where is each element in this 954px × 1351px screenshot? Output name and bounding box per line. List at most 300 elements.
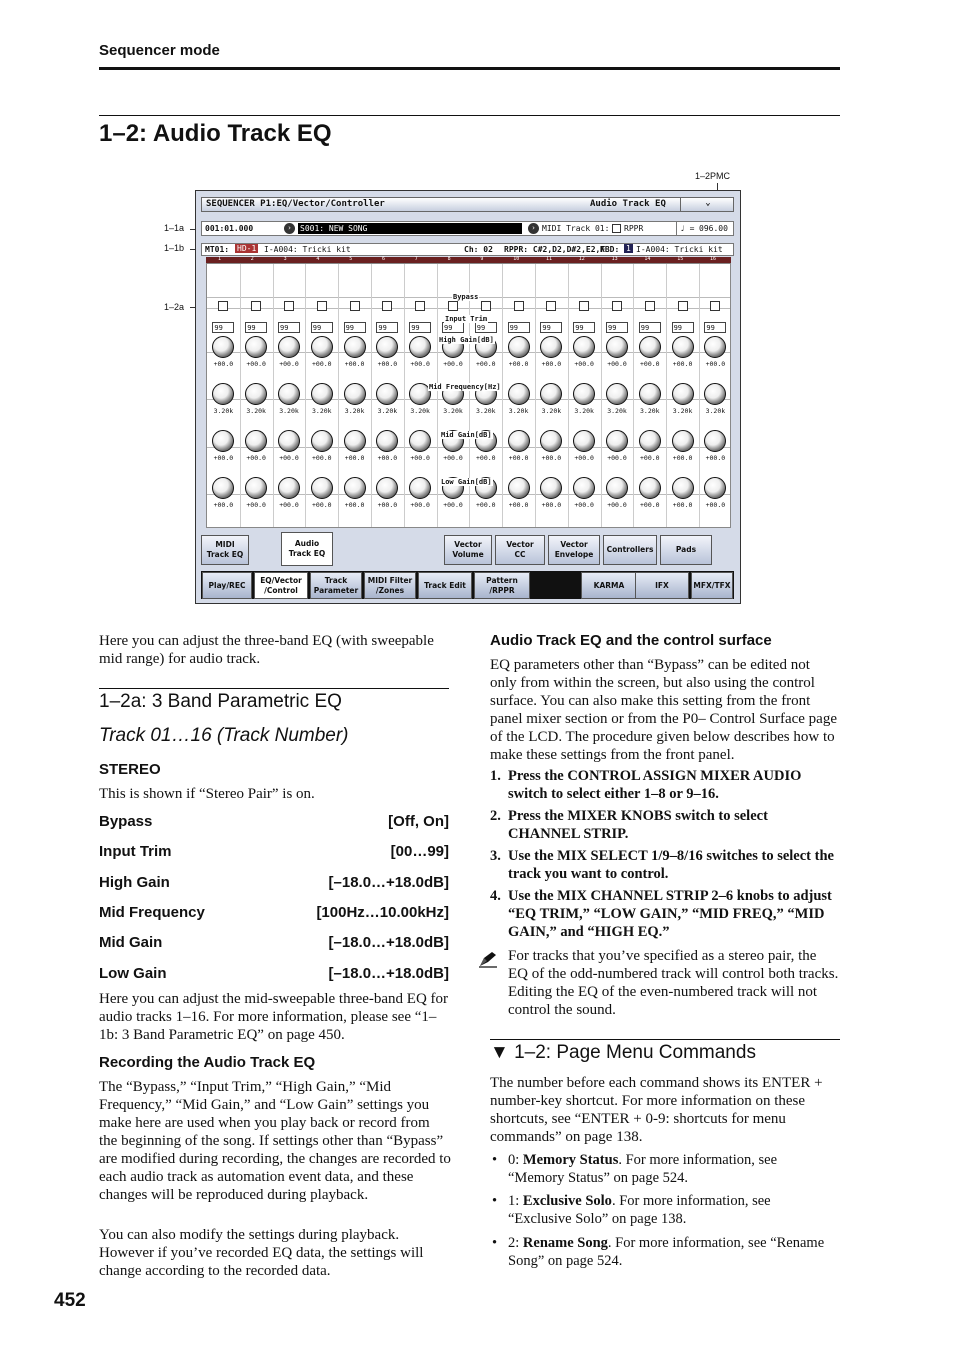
low-gain-knob[interactable] <box>704 477 726 499</box>
mid-frequency-value: 3.20k <box>344 407 365 415</box>
parameter-row <box>99 934 449 956</box>
mid-gain-value: +00.0 <box>443 454 463 462</box>
input-trim-field[interactable]: 99 <box>672 322 694 333</box>
high-gain-knob[interactable] <box>376 336 398 358</box>
stereo-note: For tracks that you’ve specified as a stereo pair, the EQ of the odd-numbered track will control both tracks. Editing the EQ of the even-numbered track will not control the sound. <box>508 948 839 1018</box>
mid-frequency-value: 3.20k <box>312 407 332 415</box>
mid-frequency-knob[interactable] <box>573 383 595 405</box>
grid-col-divider <box>437 264 438 527</box>
menu-command-desc: . For more information, see “Memory Status” on page 524. <box>508 1152 778 1186</box>
tempo-box[interactable] <box>676 222 734 235</box>
label-mid-gain: Mid Gain[dB] <box>441 431 492 439</box>
high-gain-knob[interactable] <box>344 336 366 358</box>
mid-gain-value: +00.0 <box>541 454 562 462</box>
page-menu-button[interactable] <box>680 198 735 211</box>
low-gain-value: +00.0 <box>541 501 562 509</box>
track-heading: Track 01…16 (Track Number) <box>99 725 349 746</box>
menu-command-shortcut: 1: <box>508 1193 523 1209</box>
tempo-value: 096.00 <box>699 224 728 233</box>
label-low-gain: Low Gain[dB] <box>441 478 492 486</box>
mid-gain-value: +00.0 <box>246 454 266 462</box>
input-trim-field[interactable]: 99 <box>278 322 300 333</box>
page-tab-pattern-rppr[interactable]: Pattern /RPPR <box>474 572 530 599</box>
callout-1-2a: 1–2a <box>164 302 185 312</box>
locate-song-row <box>201 221 734 236</box>
high-gain-knob[interactable] <box>606 336 628 358</box>
mid-frequency-value: 3.20k <box>443 407 463 415</box>
lcd-page-title: SEQUENCER P1:EQ/Vector/Controller <box>206 199 385 209</box>
menu-command-item <box>490 1192 840 1228</box>
bypass-checkbox[interactable] <box>251 301 261 311</box>
grid-col-divider <box>568 264 569 527</box>
kbd-label: KBD: <box>600 245 620 254</box>
high-gain-knob[interactable] <box>508 336 530 358</box>
grid-col-divider <box>535 264 536 527</box>
low-gain-knob[interactable] <box>672 477 694 499</box>
parameter-name: Mid Frequency <box>99 903 205 921</box>
high-gain-value: +00.0 <box>312 360 332 368</box>
low-gain-knob[interactable] <box>212 477 234 499</box>
low-gain-value: +00.0 <box>640 501 660 509</box>
high-gain-value: +00.0 <box>279 360 299 368</box>
section-heading-1-2a: 1–2a: 3 Band Parametric EQ <box>99 691 342 712</box>
song-field[interactable]: S001: NEW SONG <box>298 223 522 234</box>
low-gain-value: +00.0 <box>574 501 594 509</box>
bypass-checkbox[interactable] <box>317 301 327 311</box>
menu-command-item <box>490 1234 840 1270</box>
input-trim-field[interactable]: 99 <box>344 322 366 333</box>
bypass-checkbox[interactable] <box>546 301 556 311</box>
high-gain-knob[interactable] <box>245 336 267 358</box>
tab-midi-track-eq[interactable]: MIDI Track EQ <box>201 535 249 565</box>
mid-gain-value: +00.0 <box>508 454 529 462</box>
step-text: Use the MIX CHANNEL STRIP 2–6 knobs to adjust “EQ TRIM,” “LOW GAIN,” “MID FREQ,” “MID GAIN,” and “HIGH EQ.” <box>508 888 832 940</box>
midi-track-field[interactable]: MIDI Track 01: <box>542 224 610 233</box>
chevron-down-icon: ⌄ <box>705 198 711 208</box>
high-gain-knob[interactable] <box>278 336 300 358</box>
recording-heading: Recording the Audio Track EQ <box>99 1054 316 1071</box>
mid-gain-knob[interactable] <box>212 430 234 452</box>
mid-frequency-value: 3.20k <box>476 407 496 415</box>
step-number: 4. <box>490 888 501 904</box>
bypass-checkbox[interactable] <box>382 301 392 311</box>
page-menu-paragraph: The number before each command shows its ENTER + number-key shortcut. For more information on these shortcuts, see “ENTER + 0-9: shortcuts for menu commands” on page 138. <box>490 1075 823 1145</box>
rppr-checkbox[interactable] <box>612 224 621 233</box>
low-gain-value: +00.0 <box>213 501 234 509</box>
mid-gain-value: +00.0 <box>672 454 693 462</box>
mid-gain-value: +00.0 <box>607 454 627 462</box>
track-info-row <box>201 243 734 256</box>
track-number: 16 <box>710 256 717 262</box>
step-text: Use the MIX SELECT 1/9–8/16 switches to select the track you want to control. <box>508 848 834 882</box>
mid-frequency-knob[interactable] <box>344 383 366 405</box>
mid-frequency-knob[interactable] <box>376 383 398 405</box>
parameter-range: [–18.0…+18.0dB] <box>328 934 449 952</box>
mid-gain-value: +00.0 <box>213 454 234 462</box>
mid-gain-value: +00.0 <box>640 454 660 462</box>
track-number: 14 <box>644 256 651 262</box>
high-gain-value: +00.0 <box>640 360 660 368</box>
tab-pads[interactable]: Pads <box>660 535 712 565</box>
tab-audio-track-eq[interactable]: Audio Track EQ <box>281 532 333 566</box>
bypass-checkbox[interactable] <box>678 301 688 311</box>
page-menu-heading: ▼ 1–2: Page Menu Commands <box>490 1042 756 1063</box>
high-gain-knob[interactable] <box>639 336 661 358</box>
label-mid-frequency: Mid Frequency[Hz] <box>429 383 501 391</box>
mid-gain-knob[interactable] <box>376 430 398 452</box>
bypass-checkbox[interactable] <box>645 301 655 311</box>
callout-1-1b: 1–1b <box>164 243 185 253</box>
low-gain-value: +00.0 <box>344 501 365 509</box>
mid-frequency-knob[interactable] <box>540 383 562 405</box>
high-gain-knob[interactable] <box>704 336 726 358</box>
bullet-dot: • <box>492 1152 498 1168</box>
track-number: 15 <box>677 256 684 262</box>
parameter-name: High Gain <box>99 873 170 891</box>
mid-frequency-knob[interactable] <box>639 383 661 405</box>
low-gain-value: +00.0 <box>508 501 529 509</box>
bypass-checkbox[interactable] <box>448 301 458 311</box>
tempo-symbol: ♩ = <box>680 224 695 233</box>
parameter-row <box>99 965 449 987</box>
grid-col-divider <box>633 264 634 527</box>
procedure-step <box>490 887 840 940</box>
bullet-dot: • <box>492 1193 498 1209</box>
input-trim-field[interactable]: 99 <box>245 322 267 333</box>
menu-command-text <box>508 1192 828 1228</box>
grid-col-divider <box>601 264 602 527</box>
bypass-checkbox[interactable] <box>612 301 622 311</box>
input-trim-field[interactable]: 99 <box>376 322 398 333</box>
procedure-step <box>490 767 840 803</box>
lcd-title-bar <box>201 197 734 212</box>
intro-paragraph: Here you can adjust the three-band EQ (with sweepable mid range) for audio track. <box>99 633 434 667</box>
grid-col-divider <box>240 264 241 527</box>
track-number: 9 <box>480 256 484 262</box>
parameter-row <box>99 874 449 896</box>
header-rule <box>99 67 840 70</box>
high-gain-knob[interactable] <box>311 336 333 358</box>
page-tab-eq-vector-control[interactable]: EQ/Vector /Control <box>254 572 308 599</box>
input-trim-field[interactable]: 99 <box>704 322 726 333</box>
mid-gain-knob[interactable] <box>311 430 333 452</box>
menu-rule <box>490 1039 840 1040</box>
high-gain-value: +00.0 <box>607 360 627 368</box>
step-text: Press the MIXER KNOBS switch to select CHANNEL STRIP. <box>508 808 768 842</box>
high-gain-knob[interactable] <box>573 336 595 358</box>
stereo-paragraph: This is shown if “Stereo Pair” is on. <box>99 786 315 802</box>
song-select-icon[interactable]: › <box>284 223 295 234</box>
parameter-name: Low Gain <box>99 964 167 982</box>
track-number: 1 <box>218 256 222 262</box>
mode-page-tab-row <box>201 571 734 599</box>
low-gain-knob[interactable] <box>278 477 300 499</box>
mid-frequency-value: 3.20k <box>213 407 234 415</box>
page-title: 1–2: Audio Track EQ <box>99 120 332 147</box>
high-gain-value: +00.0 <box>246 360 266 368</box>
section-rule <box>99 688 449 689</box>
mid-frequency-value: 3.20k <box>607 407 627 415</box>
recording-paragraph-1: The “Bypass,” “Input Trim,” “High Gain,” “Mid Frequency,” “Mid Gain,” and “Low Gain” settings you make here are used when you play back or record from the beginning of the song. If settings other than “Bypass” are modified during recording, the changes are recorded to each audio track as automation event data, and these changes will be reproduced during playback. <box>99 1079 451 1203</box>
kbd-program: I-A004: Tricki kit <box>636 245 723 254</box>
mid-gain-knob[interactable] <box>278 430 300 452</box>
input-trim-field[interactable]: 99 <box>212 322 234 333</box>
track-number: 10 <box>513 256 520 262</box>
high-gain-value: +00.0 <box>508 360 529 368</box>
kbd-number: 1 <box>626 244 631 253</box>
high-gain-value: +00.0 <box>377 360 398 368</box>
high-gain-value: +00.0 <box>213 360 234 368</box>
page-number: 452 <box>54 1290 86 1311</box>
procedure-step <box>490 807 840 843</box>
grid-col-divider <box>404 264 405 527</box>
mid-gain-value: +00.0 <box>312 454 332 462</box>
input-trim-field[interactable]: 99 <box>606 322 628 333</box>
tab-vector-envelope[interactable]: Vector Envelope <box>548 535 600 565</box>
mt-label: MT01: <box>205 245 230 254</box>
mid-gain-value: +00.0 <box>705 454 726 462</box>
mid-gain-knob[interactable] <box>606 430 628 452</box>
mid-frequency-value: 3.20k <box>246 407 266 415</box>
page-tab-karma[interactable]: KARMA <box>581 572 637 599</box>
parameter-range: [00…99] <box>390 843 449 861</box>
mid-gain-value: +00.0 <box>476 454 496 462</box>
bullet-dot: • <box>492 1235 498 1251</box>
low-gain-value: +00.0 <box>377 501 398 509</box>
page-tab-mfx-tfx[interactable]: MFX/TFX <box>691 572 733 599</box>
page-tab-track-parameter[interactable]: Track Parameter <box>310 572 362 599</box>
menu-command-item <box>490 1151 840 1187</box>
low-gain-knob[interactable] <box>573 477 595 499</box>
mid-gain-knob[interactable] <box>573 430 595 452</box>
track-select-icon[interactable]: › <box>528 223 539 234</box>
mid-frequency-value: 3.20k <box>377 407 398 415</box>
low-gain-value: +00.0 <box>607 501 627 509</box>
low-gain-knob[interactable] <box>311 477 333 499</box>
high-gain-value: +00.0 <box>672 360 693 368</box>
tab-vector-volume[interactable]: Vector Volume <box>444 535 492 565</box>
mid-frequency-knob[interactable] <box>606 383 628 405</box>
eq-parameter-grid <box>206 263 731 528</box>
page-tab-row <box>201 532 734 566</box>
grid-col-divider <box>699 264 700 527</box>
input-trim-field[interactable]: 99 <box>475 322 497 333</box>
low-gain-knob[interactable] <box>639 477 661 499</box>
high-gain-value: +00.0 <box>705 360 726 368</box>
mt-program[interactable]: I-A004: Tricki kit <box>264 245 351 254</box>
menu-command-text <box>508 1151 828 1187</box>
bypass-checkbox[interactable] <box>218 301 228 311</box>
low-gain-knob[interactable] <box>344 477 366 499</box>
grid-col-divider <box>666 264 667 527</box>
mid-frequency-value: 3.20k <box>705 407 726 415</box>
grid-col-divider <box>273 264 274 527</box>
parameter-range: [–18.0…+18.0dB] <box>328 873 449 891</box>
lcd-screen <box>195 190 741 604</box>
mid-frequency-knob[interactable] <box>278 383 300 405</box>
menu-command-text <box>508 1234 828 1270</box>
input-trim-field[interactable]: 99 <box>639 322 661 333</box>
low-gain-value: +00.0 <box>246 501 266 509</box>
menu-command-name: Exclusive Solo <box>522 1193 612 1209</box>
callout-1-1a: 1–1a <box>164 223 185 233</box>
low-gain-knob[interactable] <box>409 477 431 499</box>
locate-field[interactable]: 001:01.000 <box>205 224 254 233</box>
tab-vector-cc[interactable]: Vector CC <box>495 535 545 565</box>
parameter-name: Mid Gain <box>99 934 163 952</box>
high-gain-value: +00.0 <box>574 360 594 368</box>
parameter-row <box>99 904 449 926</box>
track-number: 8 <box>447 256 451 262</box>
high-gain-value: +00.0 <box>443 360 463 368</box>
input-trim-field[interactable]: 99 <box>409 322 431 333</box>
menu-command-name: Rename Song <box>522 1235 608 1251</box>
mid-frequency-value: 3.20k <box>640 407 660 415</box>
mt-bank: HD-1 <box>237 244 257 253</box>
label-input-trim: Input Trim <box>445 315 488 323</box>
grid-col-divider <box>469 264 470 527</box>
stereo-heading: STEREO <box>99 761 161 778</box>
mid-gain-value: +00.0 <box>377 454 398 462</box>
low-gain-knob[interactable] <box>540 477 562 499</box>
step-text: Press the CONTROL ASSIGN MIXER AUDIO switch to select either 1–8 or 9–16. <box>508 768 802 802</box>
tab-controllers[interactable]: Controllers <box>603 535 657 565</box>
input-trim-field[interactable]: 99 <box>508 322 530 333</box>
menu-command-shortcut: 2: <box>508 1235 523 1251</box>
mid-gain-value: +00.0 <box>344 454 365 462</box>
menu-command-shortcut: 0: <box>508 1152 523 1168</box>
mid-gain-knob[interactable] <box>344 430 366 452</box>
grid-col-divider <box>502 264 503 527</box>
bypass-checkbox[interactable] <box>481 301 491 311</box>
note-pencil-icon <box>478 950 498 968</box>
page-tab-play-rec[interactable]: Play/REC <box>202 572 252 599</box>
mid-gain-knob[interactable] <box>409 430 431 452</box>
mid-gain-knob[interactable] <box>704 430 726 452</box>
input-trim-field[interactable]: 99 <box>540 322 562 333</box>
bypass-checkbox[interactable] <box>579 301 589 311</box>
grid-col-divider <box>371 264 372 527</box>
mid-gain-knob[interactable] <box>672 430 694 452</box>
title-rule <box>99 115 840 116</box>
bypass-checkbox[interactable] <box>415 301 425 311</box>
step-number: 1. <box>490 768 501 784</box>
track-number: 2 <box>250 256 254 262</box>
high-gain-knob[interactable] <box>212 336 234 358</box>
channel-info: Ch: 02 <box>464 245 493 254</box>
track-number: 12 <box>578 256 585 262</box>
track-number: 3 <box>283 256 287 262</box>
mid-gain-value: +00.0 <box>410 454 430 462</box>
rppr-label: RPPR <box>624 224 644 233</box>
mid-frequency-value: 3.20k <box>574 407 594 415</box>
input-trim-field[interactable]: 99 <box>442 322 464 333</box>
high-gain-value: +00.0 <box>410 360 430 368</box>
parameter-range: [Off, On] <box>388 813 449 830</box>
mid-frequency-value: 3.20k <box>541 407 562 415</box>
parameters-paragraph: Here you can adjust the mid-sweepable three-band EQ for audio tracks 1–16. For more information, please see “1–1b: 3 Band Parametric EQ” on page 450. <box>99 991 449 1043</box>
mid-frequency-value: 3.20k <box>279 407 299 415</box>
page-tab-midi-filter-zones[interactable]: MIDI Filter /Zones <box>364 572 416 599</box>
track-number: 4 <box>316 256 320 262</box>
mid-gain-value: +00.0 <box>574 454 594 462</box>
low-gain-value: +00.0 <box>410 501 430 509</box>
high-gain-value: +00.0 <box>344 360 365 368</box>
mid-frequency-knob[interactable] <box>212 383 234 405</box>
track-number: 13 <box>611 256 618 262</box>
mid-gain-value: +00.0 <box>279 454 299 462</box>
low-gain-knob[interactable] <box>508 477 530 499</box>
control-surface-paragraph: EQ parameters other than “Bypass” can be edited not only from within the screen, but also using the control surface. You can also make this setting from the front panel mixer section or from the P0– Control Surface page of the LCD. The procedure given below describes how to make these settings from the front panel. <box>490 657 837 763</box>
track-number: 5 <box>349 256 353 262</box>
high-gain-value: +00.0 <box>476 360 496 368</box>
parameter-row <box>99 843 449 865</box>
mid-frequency-value: 3.20k <box>508 407 529 415</box>
control-surface-heading: Audio Track EQ and the control surface <box>490 632 772 649</box>
mid-frequency-value: 3.20k <box>410 407 430 415</box>
lcd-page-tab: Audio Track EQ <box>590 199 666 209</box>
low-gain-value: +00.0 <box>279 501 299 509</box>
page-tab-track-edit[interactable]: Track Edit <box>418 572 472 599</box>
mid-gain-knob[interactable] <box>245 430 267 452</box>
menu-command-name: Memory Status <box>522 1152 619 1168</box>
bypass-checkbox[interactable] <box>710 301 720 311</box>
input-trim-field[interactable]: 99 <box>311 322 333 333</box>
rppr-info: RPPR: C#2,D2,D#2,E2,F <box>504 245 606 254</box>
mid-gain-knob[interactable] <box>540 430 562 452</box>
mid-frequency-knob[interactable] <box>704 383 726 405</box>
menu-command-desc: . For more information, see “Exclusive Solo” on page 138. <box>508 1193 771 1227</box>
track-number: 6 <box>382 256 386 262</box>
bypass-checkbox[interactable] <box>514 301 524 311</box>
mid-gain-knob[interactable] <box>639 430 661 452</box>
parameter-range: [–18.0…+18.0dB] <box>328 964 449 982</box>
procedure-step <box>490 847 840 883</box>
grid-col-divider <box>305 264 306 527</box>
low-gain-value: +00.0 <box>476 501 496 509</box>
step-number: 3. <box>490 848 501 864</box>
input-trim-field[interactable]: 99 <box>573 322 595 333</box>
parameter-row <box>99 813 449 835</box>
track-number: 11 <box>546 256 553 262</box>
step-number: 2. <box>490 808 501 824</box>
high-gain-knob[interactable] <box>672 336 694 358</box>
high-gain-knob[interactable] <box>540 336 562 358</box>
mid-frequency-knob[interactable] <box>672 383 694 405</box>
low-gain-knob[interactable] <box>245 477 267 499</box>
menu-command-desc: . For more information, see “Rename Song” on page 524. <box>508 1235 825 1269</box>
bypass-checkbox[interactable] <box>350 301 360 311</box>
mid-frequency-knob[interactable] <box>245 383 267 405</box>
mid-frequency-knob[interactable] <box>311 383 333 405</box>
mid-gain-knob[interactable] <box>508 430 530 452</box>
low-gain-knob[interactable] <box>376 477 398 499</box>
grid-col-divider <box>338 264 339 527</box>
page-tab-ifx[interactable]: IFX <box>635 572 689 599</box>
mid-frequency-knob[interactable] <box>508 383 530 405</box>
mid-frequency-value: 3.20k <box>672 407 693 415</box>
parameter-name: Input Trim <box>99 843 172 861</box>
track-number: 7 <box>414 256 418 262</box>
high-gain-value: +00.0 <box>541 360 562 368</box>
low-gain-value: +00.0 <box>705 501 726 509</box>
running-header: Sequencer mode <box>99 42 220 59</box>
high-gain-knob[interactable] <box>409 336 431 358</box>
label-bypass: Bypass <box>453 293 479 301</box>
low-gain-knob[interactable] <box>606 477 628 499</box>
label-high-gain: High Gain[dB] <box>439 336 494 344</box>
bypass-checkbox[interactable] <box>284 301 294 311</box>
